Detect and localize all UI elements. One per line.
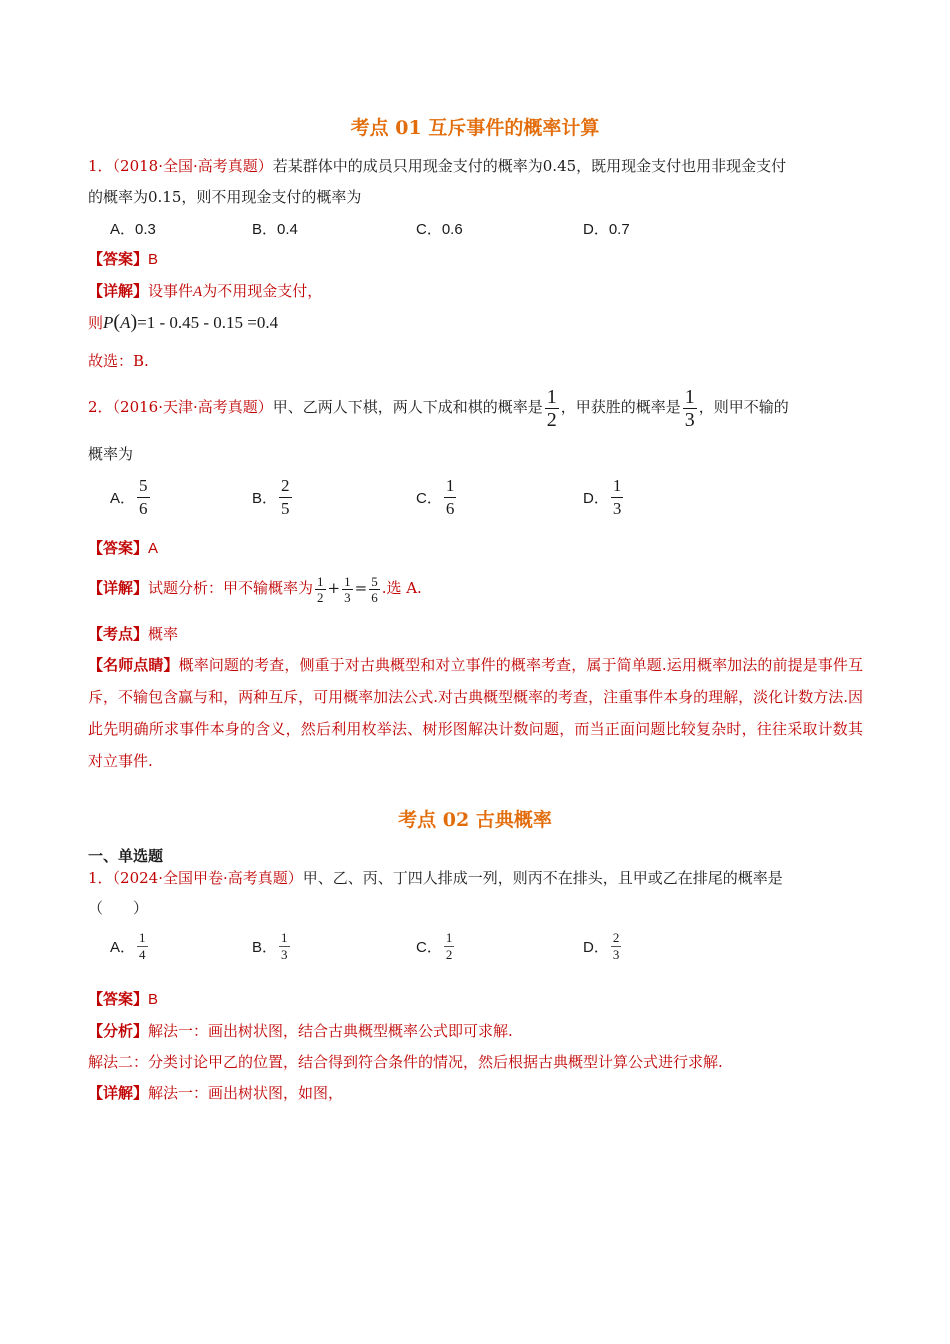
detail-3: 【详解】解法一：画出树状图，如图，	[88, 1084, 344, 1102]
fraction: $\frac{1}{3}$	[684, 385, 695, 431]
question-1-line-2: 的概率为0.15，则不用现金支付的概率为	[88, 188, 362, 206]
conclusion-1: 故选：B.	[88, 352, 149, 370]
option-d: D． $\frac{1}{3}$	[583, 476, 622, 518]
detail-1: 【详解】设事件A为不用现金支付，	[88, 282, 323, 300]
option-a: A． $\frac{1}{4}$	[110, 930, 146, 962]
section-title-2: 考点 02 古典概率	[398, 809, 552, 831]
question-3-line-1: 1．（2024·全国甲卷·高考真题）甲、乙、丙、丁四人排成一列，则丙不在排头，且甲或乙在排尾的概率是	[88, 869, 783, 887]
question-2-line-2: 概率为	[88, 445, 134, 463]
option-d: D．0.7	[583, 221, 630, 238]
question-text: 若某群体中的成员只用现金支付的概率为0.45，既用现金支付也用非现金支付	[272, 157, 787, 175]
answer-tag: 【答案】	[88, 250, 149, 268]
teacher-comment: 【名师点睛】概率问题的考查，侧重于对古典概型和对立事件的概率考查，属于简单题.运用概率加法的前提是事件互斥，不输包含赢与和，两种互斥，可用概率加法公式.对古典概型概率的考查，注重事件本身的理解，淡化计数方法.因此先明确所求事件本身的含义，然后利用枚举法、树形图解决计数问题，而当正面问题比较复杂时，往往采取计数其对立事件.	[88, 656, 863, 770]
question-2-line-1: 2．（2016·天津·高考真题）甲、乙两人下棋，两人下成和棋的概率是 $\frac{1}{2}$ ，甲获胜的概率是 $\frac{1}{3}$ ，则甲不输的	[88, 385, 789, 431]
point-2: 【考点】概率	[88, 625, 179, 643]
option-b: B．0.4	[252, 221, 298, 238]
answer-2: 【答案】A	[88, 539, 159, 557]
question-1-line-1	[88, 155, 786, 177]
answer-value: B	[148, 251, 159, 268]
option-c: C． $\frac{1}{2}$	[416, 930, 453, 962]
option-c: C． $\frac{1}{6}$	[416, 476, 455, 518]
answer-3: 【答案】B	[88, 990, 159, 1008]
detail-tag: 【详解】	[88, 282, 149, 300]
question-3-line-2: （ ）	[88, 899, 149, 917]
option-a: A． $\frac{5}{6}$	[110, 476, 148, 518]
option-a: A．0.3	[110, 221, 156, 238]
analysis-3: 【分析】解法一：画出树状图，结合古典概型概率公式即可求解.	[88, 1022, 513, 1040]
question-number: 2．	[88, 398, 113, 416]
option-b: B． $\frac{2}{5}$	[252, 476, 290, 518]
fraction: $\frac{1}{2}$	[546, 385, 557, 431]
subsection-title: 一、单选题	[88, 847, 164, 865]
formula-1: 则P(A)=1 - 0.45 - 0.15 =0.4	[88, 311, 279, 333]
analysis-3-method-2: 解法二：分类讨论甲乙的位置，结合得到符合条件的情况，然后根据古典概型计算公式进行求解.	[88, 1053, 723, 1071]
option-d: D． $\frac{2}{3}$	[583, 930, 620, 962]
option-b: B． $\frac{1}{3}$	[252, 930, 288, 962]
option-c: C．0.6	[416, 221, 463, 238]
question-number: 1．	[88, 157, 113, 175]
question-source: （2016·天津·高考真题）	[112, 398, 273, 416]
detail-2: 【详解】试题分析：甲不输概率为 $\frac{1}{2}$ + $\frac{1}{3}$ = $\frac{5}{6}$ .选 A.	[88, 573, 422, 605]
section-title-1: 考点 01 互斥事件的概率计算	[350, 117, 600, 139]
answer-1	[88, 249, 158, 270]
question-source: （2018·全国·高考真题）	[112, 157, 273, 175]
